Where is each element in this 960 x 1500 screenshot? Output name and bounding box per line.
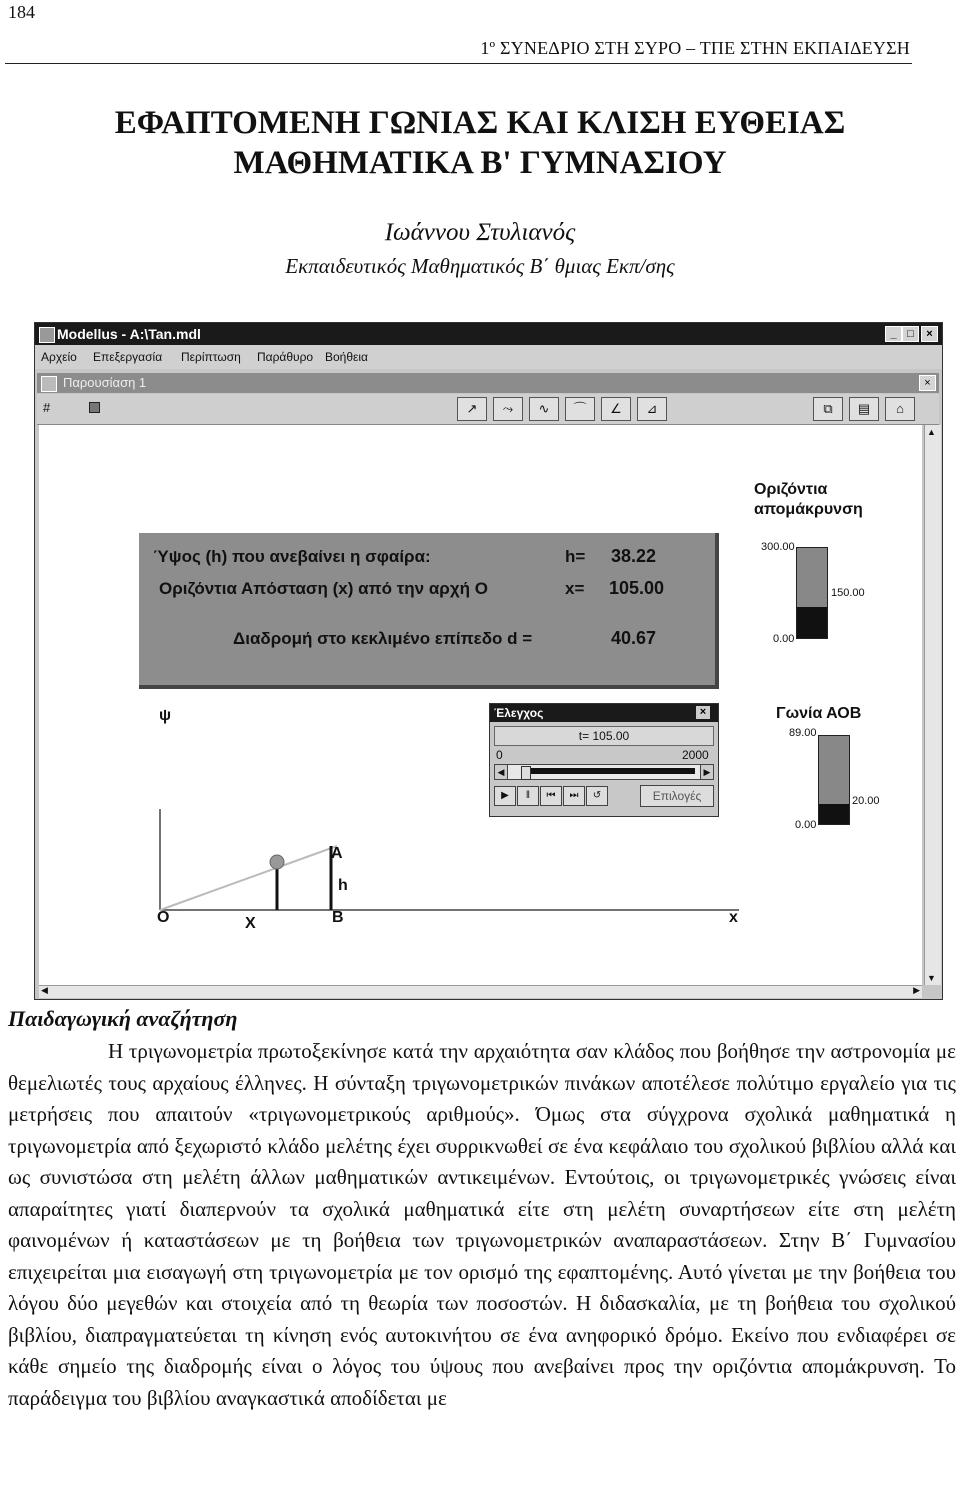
- gauge1-bottom-label: 0.00: [773, 633, 795, 645]
- menu-window: Παράθυρο: [257, 350, 314, 364]
- hash-icon: #: [43, 400, 51, 415]
- distance-label: Οριζόντια Απόσταση (x) από την αρχή Ο: [159, 579, 488, 598]
- menu-bar: [35, 345, 942, 369]
- pause-icon[interactable]: ‖: [517, 786, 539, 806]
- path-value: 40.67: [611, 628, 657, 648]
- window-title: Modellus - A:\Tan.mdl: [57, 326, 201, 342]
- control-title: Έλεγχος: [494, 706, 544, 720]
- options-button[interactable]: Επιλογές: [640, 785, 714, 807]
- page-number: 184: [8, 2, 35, 22]
- step-back-icon[interactable]: ⏮: [540, 786, 562, 806]
- gauge2-title: Γωνία ΑΟΒ: [776, 705, 862, 722]
- distance-value: 105.00: [609, 578, 665, 598]
- presentation-titlebar: [37, 373, 939, 393]
- gauge1-title-line1: Οριζόντια: [754, 481, 828, 498]
- tool-slope-icon: ⊿: [637, 397, 667, 421]
- menu-file: Αρχείο: [41, 350, 77, 364]
- author: Ιωάννου Στυλιανός: [384, 219, 576, 246]
- incline-line: [160, 846, 337, 910]
- modellus-screenshot: [34, 322, 943, 1000]
- subwindow-icon: [41, 376, 57, 392]
- point-x-label: X: [245, 915, 256, 932]
- section-heading: Παιδαγωγική αναζήτηση: [8, 1006, 238, 1031]
- tool-angle-icon: ∠: [601, 397, 631, 421]
- height-var: h=: [565, 547, 586, 566]
- gauge2-top-label: 89.00: [789, 727, 817, 739]
- distance-var: x=: [565, 579, 585, 598]
- close-icon: ×: [921, 326, 938, 342]
- stop-icon: [89, 402, 100, 413]
- tool-table-icon: ▤: [849, 397, 879, 421]
- origin-label: O: [157, 909, 170, 926]
- tool-camera-icon: ⌂: [885, 397, 915, 421]
- running-head: 1º ΣΥΝΕΔΡΙΟ ΣΤΗ ΣΥΡΟ – ΤΠΕ ΣΤΗΝ ΕΚΠΑΙΔΕΥΣΗ: [480, 38, 910, 58]
- header-rule: [5, 63, 912, 64]
- presentation-canvas: [39, 425, 922, 985]
- graph-svg: [39, 425, 922, 985]
- menu-help: Βοήθεια: [325, 350, 368, 364]
- scroll-down-icon[interactable]: ▼: [927, 973, 936, 983]
- minimize-icon: _: [885, 326, 902, 342]
- toolbar: [37, 394, 939, 425]
- gauge2-bottom-label: 0.00: [795, 819, 817, 831]
- title-line-2: ΜΑΘΗΜΑΤΙΚΑ Β' ΓΥΜΝΑΣΙΟΥ: [233, 145, 727, 181]
- tool-graph-icon: ∿: [529, 397, 559, 421]
- control-close-icon[interactable]: ×: [696, 706, 710, 719]
- affiliation: Εκπαιδευτικός Μαθηματικός Β΄ θμιας Εκπ/σης: [285, 254, 675, 278]
- menu-edit: Επεξεργασία: [93, 350, 163, 364]
- replay-icon[interactable]: ↺: [586, 786, 608, 806]
- time-max: 2000: [682, 748, 709, 762]
- y-axis-label: ψ: [159, 707, 172, 724]
- ball-marker: [270, 855, 284, 869]
- play-icon[interactable]: ▶: [494, 786, 516, 806]
- x-axis-label: x: [729, 909, 738, 926]
- paragraph-text: Η τριγωνομετρία πρωτοξεκίνησε κατά την αρχαιότητα σαν κλάδος που βοήθησε την αστρονομία με θεμελιωτές τους αρχαίους έλληνες. Η σύνταξη τριγωνομετρικών πινάκων αποτέλεσε πολύτιμο εργαλείο για τις μετρήσεις που απαιτούν «τριγωνομετρικούς αριθμούς». Όμως στα σύγχρονα σχολικά μαθηματικά η τριγωνομετρία από ξεχωριστό κλάδο μελέτης έχει συρρικνωθεί σε ένα κεφάλαιο του σχολικού βιβλίου αλλά και ως συνιστώσα στη μελέτη άλλων μαθηματικών αντικειμένων. Εντούτοις, οι τριγωνομετρικές γνώσεις είναι απαραίτητες γιατί διαπερνούν τα σχολικά μαθηματικά είτε στη μελέτη συναρτήσεων είτε στη μελέτη φαινομένων ή καταστάσεων με τη βοήθεια των τριγωνομετρικών αναπαραστάσεων. Στην Β΄ Γυμνασίου επιχειρείται μια εισαγωγή στη τριγωνομετρία με τον ορισμό της εφαπτομένης. Αυτό γίνεται με την βοήθεια του λόγου δύο μεγεθών και στοιχεία από τη θεωρία των ποσοστών. Η διδασκαλία, με τη βοήθεια του σχολικού βιβλίου, διαπραγματεύεται τη κίνηση ενός αυτοκινήτου σε ένα ανηφορικό δρόμο. Εκείνο που ενδιαφέρει σε κάθε σημείο της διαδρομής είναι ο λόγος του ύψους που ανεβαίνει προς την οριζόντια απομάκρυνση. Το παράδειγμα του βιβλίου αναγκαστικά αποδίδεται με: [8, 1039, 956, 1410]
- body-paragraph: [8, 1036, 956, 1414]
- window-titlebar: [35, 323, 942, 345]
- menu-case: Περίπτωση: [181, 350, 241, 364]
- subwindow-close-icon: ×: [919, 375, 936, 391]
- title-line-1: ΕΦΑΠΤΟΜΕΝΗ ΓΩΝΙΑΣ ΚΑΙ ΚΛΙΣΗ ΕΥΘΕΙΑΣ: [114, 105, 846, 141]
- slider-right-arrow-icon[interactable]: ▶: [700, 765, 713, 779]
- scroll-left-icon[interactable]: ◀: [41, 985, 48, 995]
- step-forward-icon[interactable]: ⏭: [563, 786, 585, 806]
- tool-copy-icon: ⧉: [813, 397, 843, 421]
- point-a-label: A: [331, 845, 343, 862]
- maximize-icon: □: [902, 326, 919, 342]
- tool-curve-icon: ⌒: [565, 397, 595, 421]
- height-label: Ύψος (h) που ανεβαίνει η σφαίρα:: [153, 547, 431, 566]
- height-value: 38.22: [611, 546, 657, 566]
- path-label: Διαδρομή στο κεκλιμένο επίπεδο d =: [233, 629, 533, 648]
- height-h-label: h: [338, 877, 348, 894]
- gauge1-mid-label: 150.00: [831, 587, 865, 599]
- vertical-scrollbar[interactable]: [924, 425, 941, 985]
- point-b-label: B: [332, 909, 344, 926]
- subwindow-title: Παρουσίαση 1: [63, 375, 147, 390]
- gauge1-title-line2: απομάκρυνση: [754, 501, 863, 518]
- scroll-right-icon[interactable]: ▶: [913, 985, 920, 995]
- slider-left-arrow-icon[interactable]: ◀: [495, 765, 508, 779]
- gauge1-top-label: 300.00: [761, 541, 795, 553]
- gauge2-mid-label: 20.00: [852, 795, 880, 807]
- time-value: t= 105.00: [578, 729, 630, 743]
- app-icon: [39, 327, 55, 343]
- scroll-up-icon[interactable]: ▲: [927, 427, 936, 437]
- tool-vector-icon: ⤳: [493, 397, 523, 421]
- tool-particle-icon: ↗: [457, 397, 487, 421]
- time-min: 0: [496, 748, 503, 762]
- horizontal-scrollbar[interactable]: [39, 985, 922, 998]
